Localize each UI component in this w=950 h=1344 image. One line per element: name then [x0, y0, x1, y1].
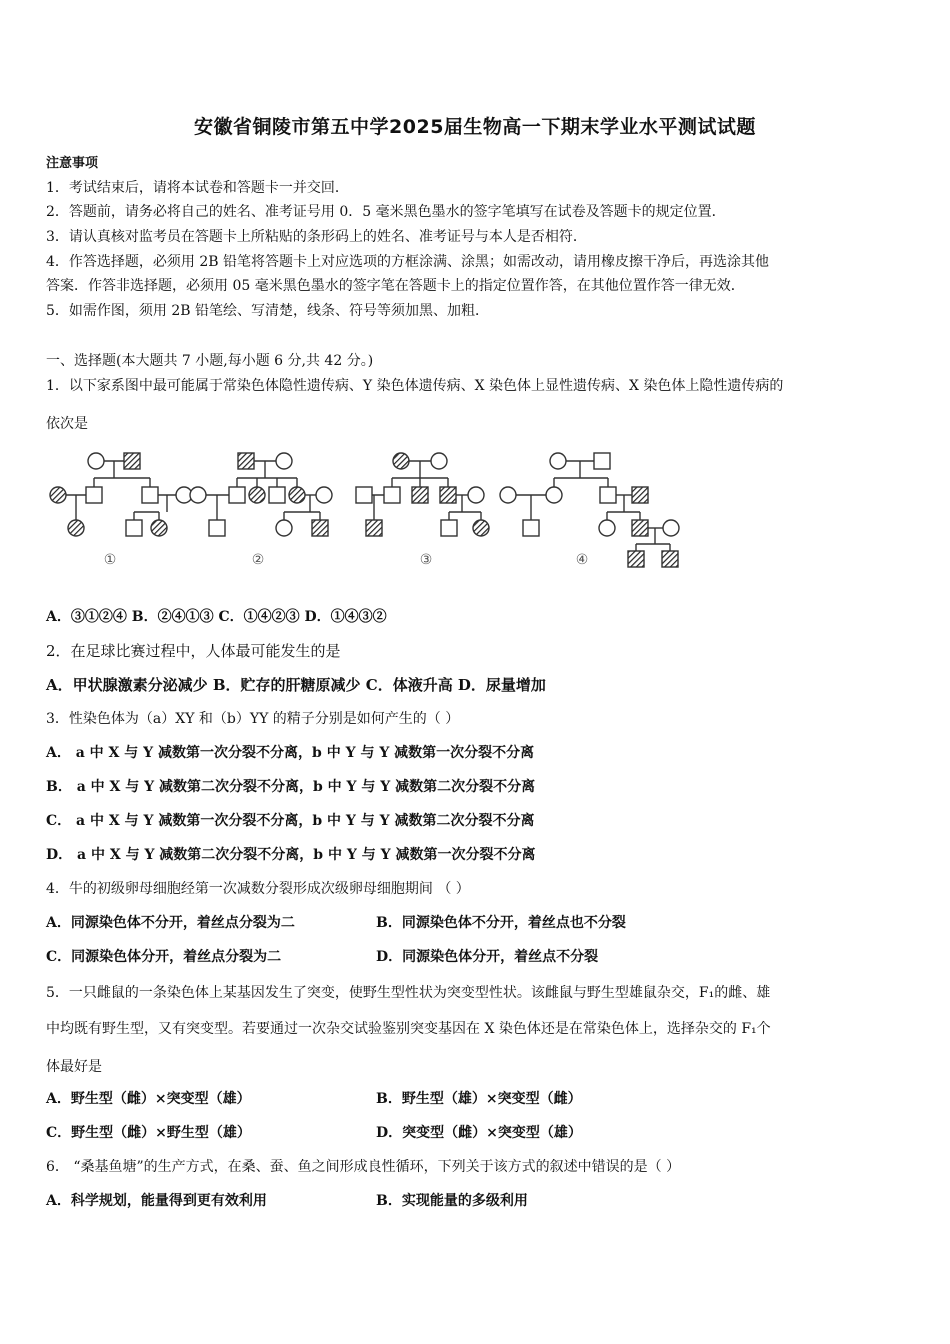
notice-item: 1．考试结束后，请将本试卷和答题卡一并交回． [46, 180, 349, 196]
question-3-option-a: A． a 中 X 与 Y 减数第一次分裂不分离，b 中 Y 与 Y 减数第一次分裂不分离 [46, 745, 535, 761]
notice-heading: 注意事项 [46, 156, 99, 171]
question-5-stem-cont: 中均既有野生型，又有突变型。若要通过一次杂交试验鉴别突变基因在 X 染色体还是在常染色体上，选择杂交的 F₁个 [46, 1021, 771, 1037]
question-4-option-b: B．同源染色体不分开，着丝点也不分裂 [376, 915, 626, 931]
question-5-stem-cont: 体最好是 [46, 1059, 102, 1075]
question-3-option-b: B． a 中 X 与 Y 减数第二次分裂不分离，b 中 Y 与 Y 减数第二次分裂不分离 [46, 779, 536, 795]
pedigree-1 [50, 453, 192, 536]
question-5-option-b: B．野生型（雄）×突变型（雌） [376, 1091, 582, 1107]
question-4-option-a: A．同源染色体不分开，着丝点分裂为二 [46, 915, 295, 931]
question-3-option-c: C． a 中 X 与 Y 减数第一次分裂不分离，b 中 Y 与 Y 减数第二次分裂不分离 [46, 813, 535, 829]
question-5-option-d: D．突变型（雌）×突变型（雄） [376, 1125, 582, 1141]
notice-item: 4．作答选择题，必须用 2B 铅笔将答题卡上对应选项的方框涂满、涂黑；如需改动，请用橡皮擦干净后，再选涂其他 [46, 254, 769, 270]
pedigree-4 [500, 453, 679, 567]
pedigree-label-1: ① [103, 552, 117, 568]
question-1-stem-cont: 依次是 [46, 416, 88, 432]
question-4-option-d: D．同源染色体分开，着丝点不分裂 [376, 949, 599, 965]
pedigree-3 [356, 453, 489, 536]
notice-item: 答案．作答非选择题，必须用 05 毫米黑色墨水的签字笔在答题卡上的指定位置作答，在其他位置作答一律无效． [46, 278, 745, 294]
question-1-stem: 1．以下家系图中最可能属于常染色体隐性遗传病、Y 染色体遗传病、X 染色体上显性遗传病、X 染色体上隐性遗传病的 [46, 378, 784, 394]
question-4-option-c: C．同源染色体分开，着丝点分裂为二 [46, 949, 282, 965]
notice-item: 2．答题前，请务必将自己的姓名、准考证号用 0．5 毫米黑色墨水的签字笔填写在试卷及答题卡的规定位置． [46, 204, 726, 220]
section-heading: 一、选择题(本大题共 7 小题,每小题 6 分,共 42 分。) [46, 353, 374, 369]
question-6-option-b: B．实现能量的多级利用 [376, 1193, 528, 1209]
pedigree-2 [190, 453, 332, 536]
question-6-stem: 6． “桑基鱼塘”的生产方式，在桑、蚕、鱼之间形成良性循环，下列关于该方式的叙述中错误的是（ ） [46, 1159, 681, 1175]
notice-item: 5．如需作图，须用 2B 铅笔绘、写清楚，线条、符号等须加黑、加粗． [46, 303, 490, 319]
question-2-options: A．甲状腺激素分泌减少 B．贮存的肝糖原减少 C．体液升高 D．尿量增加 [46, 676, 546, 694]
page-title: 安徽省铜陵市第五中学2025届生物高一下期末学业水平测试试题 [194, 116, 756, 138]
question-4-stem: 4．牛的初级卵母细胞经第一次减数分裂形成次级卵母细胞期间 （ ） [46, 881, 470, 897]
pedigree-figure [44, 440, 684, 575]
question-3-option-d: D． a 中 X 与 Y 减数第二次分裂不分离，b 中 Y 与 Y 减数第一次分裂不分离 [46, 847, 536, 863]
question-5-stem: 5．一只雌鼠的一条染色体上某基因发生了突变，使野生型性状为突变型性状。该雌鼠与野生型雄鼠杂交，F₁的雌、雄 [46, 985, 771, 1001]
question-6-option-a: A．科学规划，能量得到更有效利用 [46, 1193, 267, 1209]
notice-item: 3．请认真核对监考员在答题卡上所粘贴的条形码上的姓名、准考证号与本人是否相符． [46, 229, 587, 245]
question-5-option-a: A．野生型（雌）×突变型（雄） [46, 1091, 251, 1107]
question-2-stem: 2．在足球比赛过程中，人体最可能发生的是 [46, 642, 341, 660]
pedigree-label-4: ④ [575, 552, 589, 568]
question-1-options: A．③①②④ B．②④①③ C．①④②③ D．①④③② [46, 609, 387, 625]
question-5-option-c: C．野生型（雌）×野生型（雄） [46, 1125, 251, 1141]
question-3-stem: 3．性染色体为（a）XY 和（b）YY 的精子分别是如何产生的（ ） [46, 711, 460, 727]
pedigree-label-3: ③ [419, 552, 433, 568]
pedigree-label-2: ② [251, 552, 265, 568]
